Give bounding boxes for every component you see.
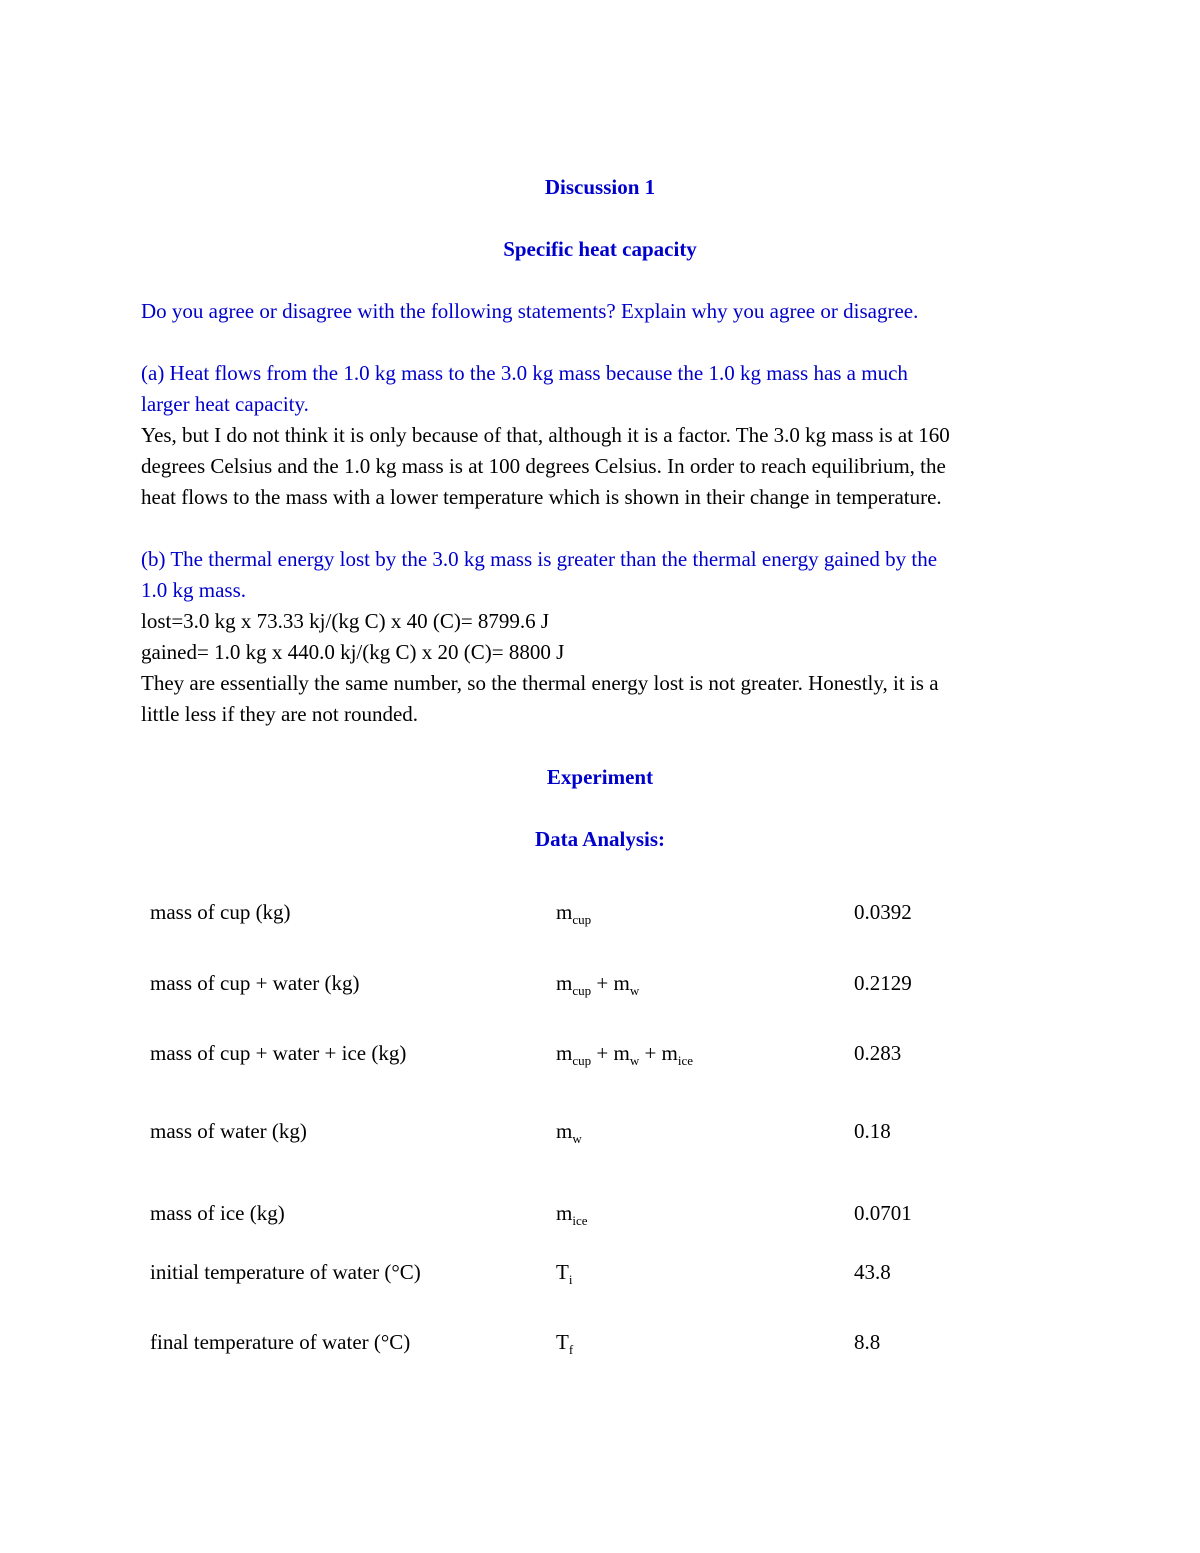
row-value: 0.283 [854,1041,902,1065]
discussion-prompt: Do you agree or disagree with the following statements? Explain why you agree or disagree. [141,299,919,323]
statement-b-answer-line: gained= 1.0 kg x 440.0 kj/(kg C) x 20 (C)= 8800 J [141,640,565,664]
row-symbol: $m_{cup} + m_w$ [556,971,640,998]
data-analysis-title: Data Analysis: [534,827,666,851]
statement-a-line: larger heat capacity. [141,392,309,416]
row-symbol: $m_{cup} + m_w + m_{ice}$ [556,1041,694,1068]
statement-b-answer-line: lost=3.0 kg x 73.33 kj/(kg C) x 40 (C)= 8799.6 J [141,609,550,633]
row-value: 0.18 [854,1119,891,1143]
statement-a-answer-line: degrees Celsius and the 1.0 kg mass is at 100 degrees Celsius. In order to reach equilibrium, the [141,454,946,478]
table-row [150,1327,1050,1358]
row-label: mass of water (kg) [150,1119,307,1143]
row-value: 8.8 [854,1330,881,1354]
statement-a-answer-line: heat flows to the mass with a lower temperature which is shown in their change in temperature. [141,485,942,509]
row-symbol: $m_{cup}$ [556,900,592,927]
statement-b-answer-line: They are essentially the same number, so the thermal energy lost is not greater. Honestly, it is a [141,671,939,695]
statement-b-block [141,544,1061,730]
row-label: mass of ice (kg) [150,1201,285,1225]
statement-a-line: (a) Heat flows from the 1.0 kg mass to the 3.0 kg mass because the 1.0 kg mass has a much [141,361,908,385]
statement-b-line: 1.0 kg mass. [141,578,246,602]
row-symbol: $m_{ice}$ [556,1201,588,1228]
table-row [150,1198,1050,1229]
row-label: final temperature of water (°C) [150,1330,411,1354]
table-row [150,968,1050,999]
row-value: 0.2129 [854,971,912,995]
table-row [150,897,1050,928]
row-symbol: $T_i$ [556,1260,573,1287]
row-label: initial temperature of water (°C) [150,1260,421,1284]
row-value: 43.8 [854,1260,891,1284]
row-symbol: $T_f$ [556,1330,574,1357]
statement-a-block [141,358,1061,513]
row-label: mass of cup + water + ice (kg) [150,1041,407,1065]
discussion-subtitle: Specific heat capacity [503,237,697,261]
statement-a-answer-line: Yes, but I do not think it is only because of that, although it is a factor. The 3.0 kg mass is at 160 [141,423,950,447]
table-row [150,1038,1050,1069]
row-value: 0.0701 [854,1201,912,1225]
row-label: mass of cup (kg) [150,900,291,924]
table-row [150,1257,1050,1288]
statement-b-line: (b) The thermal energy lost by the 3.0 kg mass is greater than the thermal energy gained by the [141,547,938,571]
row-label: mass of cup + water (kg) [150,971,360,995]
row-symbol: $m_w$ [556,1119,582,1146]
statement-b-answer-line: little less if they are not rounded. [141,702,419,726]
row-value: 0.0392 [854,900,912,924]
discussion-title: Discussion 1 [544,175,656,199]
experiment-title: Experiment [546,765,654,789]
table-row [150,1116,1050,1147]
